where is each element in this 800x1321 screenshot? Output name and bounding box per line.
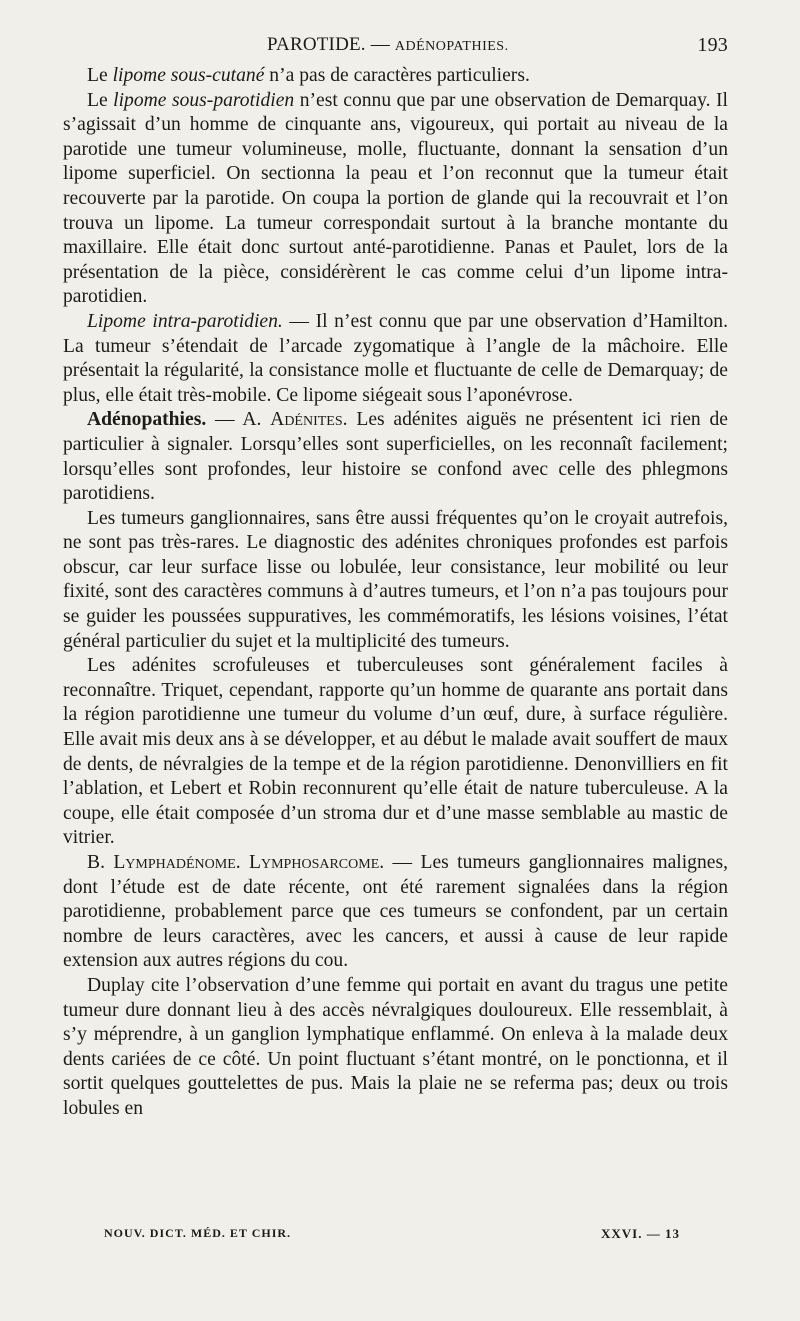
text-segment: Le: [87, 65, 113, 86]
text-segment: Lymphadénome: [113, 852, 236, 873]
footer-signature: XXVI. — 13: [601, 1226, 680, 1241]
text-segment: Adénopathies.: [87, 409, 207, 431]
text-segment: Les adénites scrofuleuses et tuberculeuses sont généralement faciles à reconnaître. Triquet, cependant, rapporte qu’un homme de quarante ans portait dans la région parotidienne une tumeur du volume d’un œuf, dure, à surface régulière. Elle avait mis deux ans à se développer, et au début le malade avait souffert de maux de dents, de névralgies de la tempe et de la région parotidienne. Denonvilliers en fit l’ablation, et Lebert et Robin reconnurent qu’elle était de nature tuberculeuse. A la coupe, elle était composée d’un stroma dur et d’une masse semblable au mastic de vitrier.: [63, 655, 728, 849]
paragraph: [63, 89, 728, 310]
text-segment: lipome sous-parotidien: [113, 89, 295, 111]
text-segment: . — Les tumeurs ganglionnaires malignes, dont l’étude est de date récente, ont été rarement signalées dans la région parotidienne, probablement parce que ces tumeurs se confondent, par un certain nombre de leurs caractères, avec les cancers, et aussi à cause de leur rapide extension aux autres régions du cou.: [63, 852, 728, 972]
text-segment: n’a pas de caractères particuliers.: [264, 65, 530, 86]
footer-publication: NOUV. DICT. MÉD. ET CHIR.: [104, 1226, 292, 1240]
body-text: [63, 64, 728, 1122]
paragraph: [63, 64, 728, 89]
text-segment: . Les adénites aiguës ne présentent ici rien de particulier à signaler. Lorsqu’elles sont superficielles, on les reconnaît facilement; lorsqu’elles sont profondes, leur histoire se confond avec celle des phlegmons parotidiens.: [63, 409, 728, 505]
text-segment: lipome sous-cutané: [112, 65, 265, 86]
paragraph: [63, 654, 728, 851]
running-header: [63, 34, 728, 64]
text-segment: Adénites: [270, 409, 343, 431]
header-title: PAROTIDE. — ADÉNOPATHIES.: [267, 34, 509, 55]
text-segment: n’est connu que par une observation de Demarquay. Il s’agissait d’un homme de cinquante ans, vigoureux, qui portait au niveau de la parotide une tumeur volumineuse, molle, fluctuante, donnant la sensation d’un lipome superficiel. On sectionna la peau et l’on reconnut que la tumeur était recouverte par la parotide. On coupa la portion de glande qui la recouvrait et l’on trouva un lipome. La tumeur correspondait surtout à la branche montante du maxillaire. Elle était donc surtout anté-parotidienne. Panas et Paulet, lors de la présentation de la pièce, considérèrent le cas comme celui d’un lipome intra-parotidien.: [63, 89, 728, 308]
text-segment: Lipome intra-parotidien.: [87, 310, 283, 332]
text-segment: B.: [87, 852, 114, 873]
text-segment: Les tumeurs ganglionnaires, sans être aussi fréquentes qu’on le croyait autrefois, ne sont pas très-rares. Le diagnostic des adénites chroniques profondes est parfois obscur, car leur surface lisse ou lobulée, leur consistance, leur mobilité ou leur fixité, sont des caractères communs à d’autres tumeurs, et l’on n’a pas toujours pour se guider les poussées suppuratives, les commémoratifs, les lésions voisines, l’état général particulier du sujet et la multiplicité des tumeurs.: [63, 507, 728, 652]
page: [63, 34, 728, 1122]
paragraph: [63, 974, 728, 1122]
paragraph: [63, 851, 728, 974]
paragraph: [63, 408, 728, 506]
text-segment: — Il n’est connu que par une observation d’Hamilton. La tumeur s’étendait de l’arcade zygomatique à l’angle de la mâchoire. Elle présentait la régularité, la consistance molle et fluctuante de celle de Demarquay; de plus, elle était très-mobile. Ce lipome siégeait sous l’aponévrose.: [63, 310, 728, 406]
text-segment: .: [235, 852, 250, 873]
text-segment: Lymphosarcome: [249, 852, 380, 873]
paragraph: [63, 507, 728, 655]
text-segment: — A.: [206, 409, 271, 431]
page-number: 193: [697, 34, 728, 56]
text-segment: Le: [87, 89, 114, 111]
text-segment: Duplay cite l’observation d’une femme qui portait en avant du tragus une petite tumeur dure donnant lieu à des accès névralgiques douloureux. Elle ressemblait, à s’y méprendre, à un ganglion lymphatique enflammé. On enleva à la malade deux dents cariées de ce côté. Un point fluctuant s’étant montré, on le ponctionna, et il sortit quelques gouttelettes de pus. Mais la plaie ne se referma pas; deux ou trois lobules en: [63, 974, 728, 1119]
paragraph: [63, 310, 728, 408]
